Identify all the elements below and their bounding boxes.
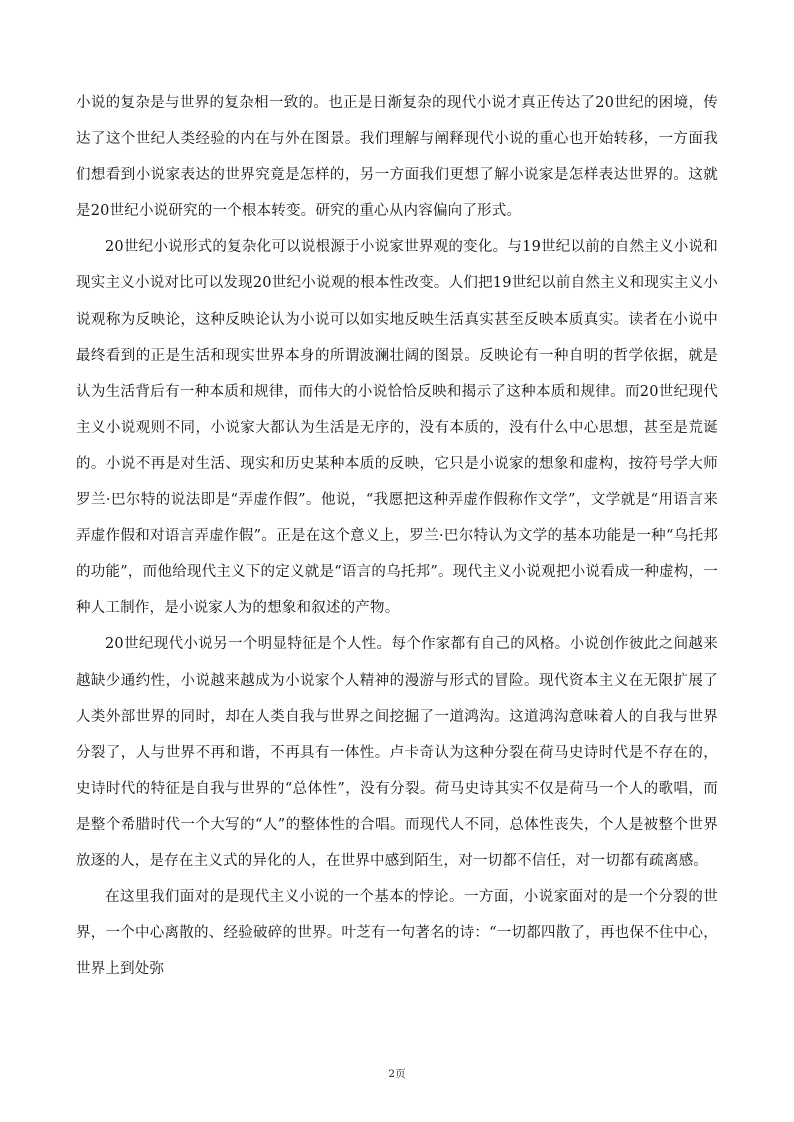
document-body <box>76 85 718 987</box>
paragraph-2: 20世纪小说形式的复杂化可以说根源于小说家世界观的变化。与19世纪以前的自然主义小说和现实主义小说对比可以发现20世纪小说观的根本性改变。人们把19世纪以前自然主义和现实主义小说观称为反映论，这种反映论认为小说可以如实地反映生活真实甚至反映本质真实。读者在小说中最终看到的正是生活和现实世界本身的所谓波澜壮阔的图景。反映论有一种自明的哲学依据，就是认为生活背后有一种本质和规律，而伟大的小说恰恰反映和揭示了这种本质和规律。而20世纪现代主义小说观则不同，小说家大都认为生活是无序的，没有本质的，没有什么中心思想，甚至是荒诞的。小说不再是对生活、现实和历史某种本质的反映，它只是小说家的想象和虚构，按符号学大师罗兰·巴尔特的说法即是“弄虚作假”。他说，“我愿把这种弄虚作假称作文学”，文学就是“用语言来弄虚作假和对语言弄虚作假”。正是在这个意义上，罗兰·巴尔特认为文学的基本功能是一种“乌托邦的功能”，而他给现代主义下的定义就是“语言的乌托邦”。现代主义小说观把小说看成一种虚构，一种人工制作，是小说家人为的想象和叙述的产物。 <box>76 239 718 617</box>
paragraph-4: 在这里我们面对的是现代主义小说的一个基本的悖论。一方面，小说家面对的是一个分裂的世界，一个中心离散的、经验破碎的世界。叶芝有一句著名的诗：“一切都四散了，再也保不住中心，世界上到处弥 <box>76 889 718 978</box>
paragraph-3: 20世纪现代小说另一个明显特征是个人性。每个作家都有自己的风格。小说创作彼此之间越来越缺少通约性，小说越来越成为小说家个人精神的漫游与形式的冒险。现代资本主义在无限扩展了人类外部世界的同时，却在人类自我与世界之间挖掘了一道鸿沟。这道鸿沟意味着人的自我与世界分裂了，人与世界不再和谐，不再具有一体性。卢卡奇认为这种分裂在荷马史诗时代是不存在的，史诗时代的特征是自我与世界的“总体性”，没有分裂。荷马史诗其实不仅是荷马一个人的歌唱，而是整个希腊时代一个大写的“人”的整体性的合唱。而现代人不同，总体性丧失，个人是被整个世界放逐的人，是存在主义式的异化的人，在世界中感到陌生，对一切都不信任，对一切都有疏离感。 <box>76 636 718 869</box>
page-number: 2页 <box>388 1068 406 1080</box>
paragraph-1: 小说的复杂是与世界的复杂相一致的。也正是日渐复杂的现代小说才真正传达了20世纪的困境，传达了这个世纪人类经验的内在与外在图景。我们理解与阐释现代小说的重心也开始转移，一方面我们想看到小说家表达的世界究竟是怎样的，另一方面我们更想了解小说家是怎样表达世界的。这就是20世纪小说研究的一个根本转变。研究的重心从内容偏向了形式。 <box>76 95 718 220</box>
